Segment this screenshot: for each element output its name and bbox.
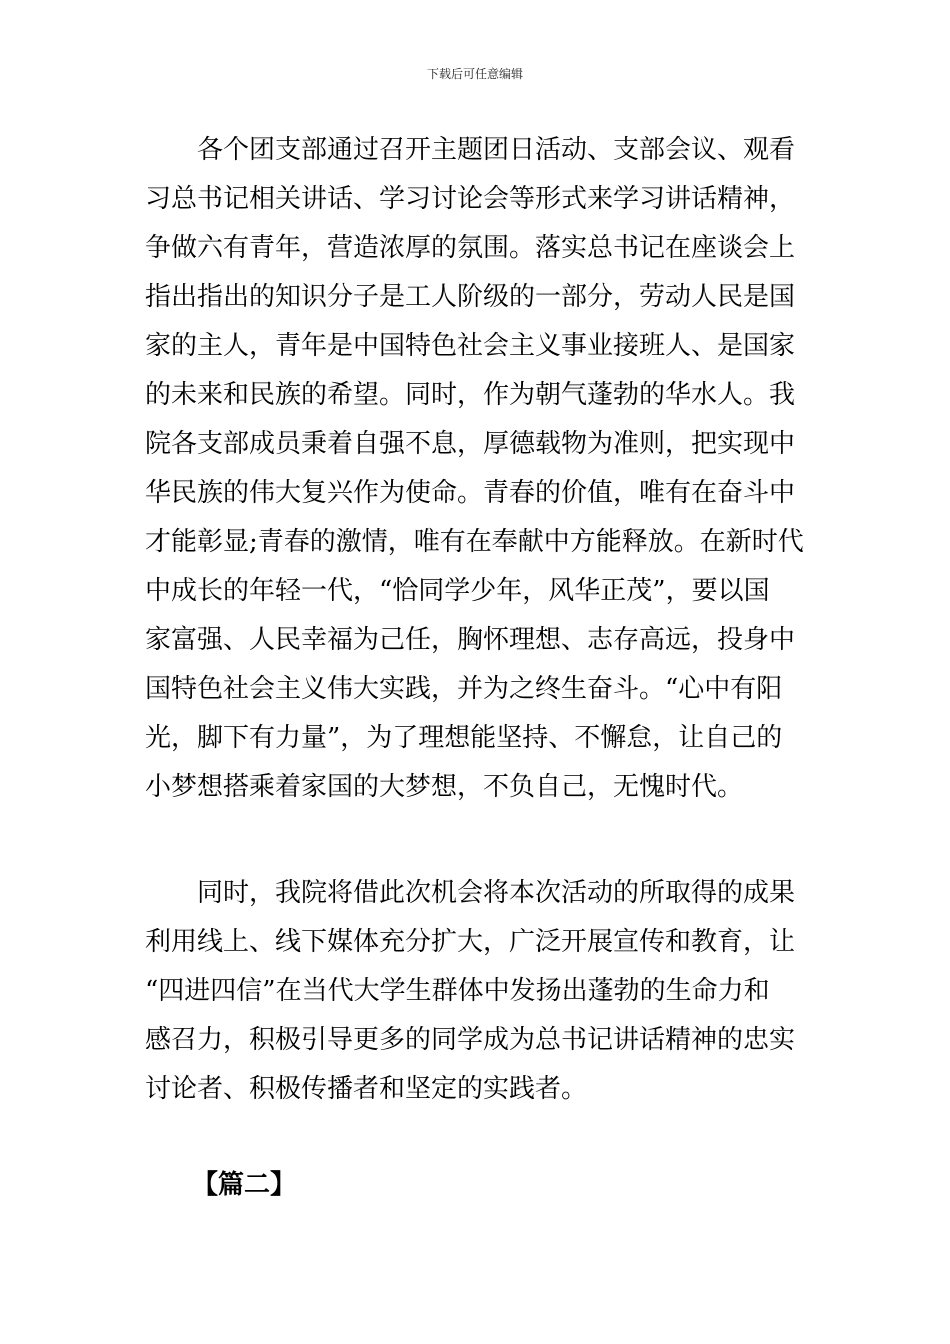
paragraph-line: 才能彰显;青春的激情，唯有在奉献中方能释放。在新时代 (145, 527, 804, 557)
paragraph-line: 光，脚下有力量”，为了理想能坚持、不懈怠，让自己的 (145, 723, 783, 753)
paragraph-line: 讨论者、积极传播者和坚定的实践者。 (145, 1074, 588, 1104)
paragraph-line: 指出指出的知识分子是工人阶级的一部分，劳动人民是国 (145, 282, 796, 312)
paragraph-line: 各个团支部通过召开主题团日活动、支部会议、观看 (197, 135, 796, 165)
paragraph-line: 同时，我院将借此次机会将本次活动的所取得的成果 (197, 878, 796, 908)
paragraph-line: 小梦想搭乘着家国的大梦想，不负自己，无愧时代。 (145, 772, 744, 802)
paragraph-line: 院各支部成员秉着自强不息，厚德载物为准则，把实现中 (145, 429, 796, 459)
paragraph-line: 国特色社会主义伟大实践，并为之终生奋斗。“心中有阳 (145, 674, 783, 704)
paragraph-line: 家的主人，青年是中国特色社会主义事业接班人、是国家 (145, 331, 796, 361)
paragraph-line: 感召力，积极引导更多的同学成为总书记讲话精神的忠实 (145, 1025, 796, 1055)
paragraph-line: “四进四信”在当代大学生群体中发扬出蓬勃的生命力和 (145, 976, 770, 1006)
paragraph-line: 的未来和民族的希望。同时，作为朝气蓬勃的华水人。我 (145, 380, 796, 410)
section-heading: 【篇二】 (192, 1170, 297, 1200)
paragraph-line: 华民族的伟大复兴作为使命。青春的价值，唯有在奋斗中 (145, 478, 796, 508)
paragraph-line: 争做六有青年，营造浓厚的氛围。落实总书记在座谈会上 (145, 233, 796, 263)
paragraph-line: 家富强、人民幸福为己任，胸怀理想、志存高远，投身中 (145, 625, 796, 655)
paragraph-1 (145, 126, 810, 812)
paragraph-line: 习总书记相关讲话、学习讨论会等形式来学习讲话精神， (145, 184, 796, 214)
page-header: 下载后可任意编辑 (426, 67, 523, 81)
paragraph-line: 利用线上、线下媒体充分扩大，广泛开展宣传和教育，让 (145, 927, 796, 957)
paragraph-2 (145, 869, 810, 1114)
paragraph-line: 中成长的年轻一代，“恰同学少年，风华正茂”，要以国 (145, 576, 770, 606)
